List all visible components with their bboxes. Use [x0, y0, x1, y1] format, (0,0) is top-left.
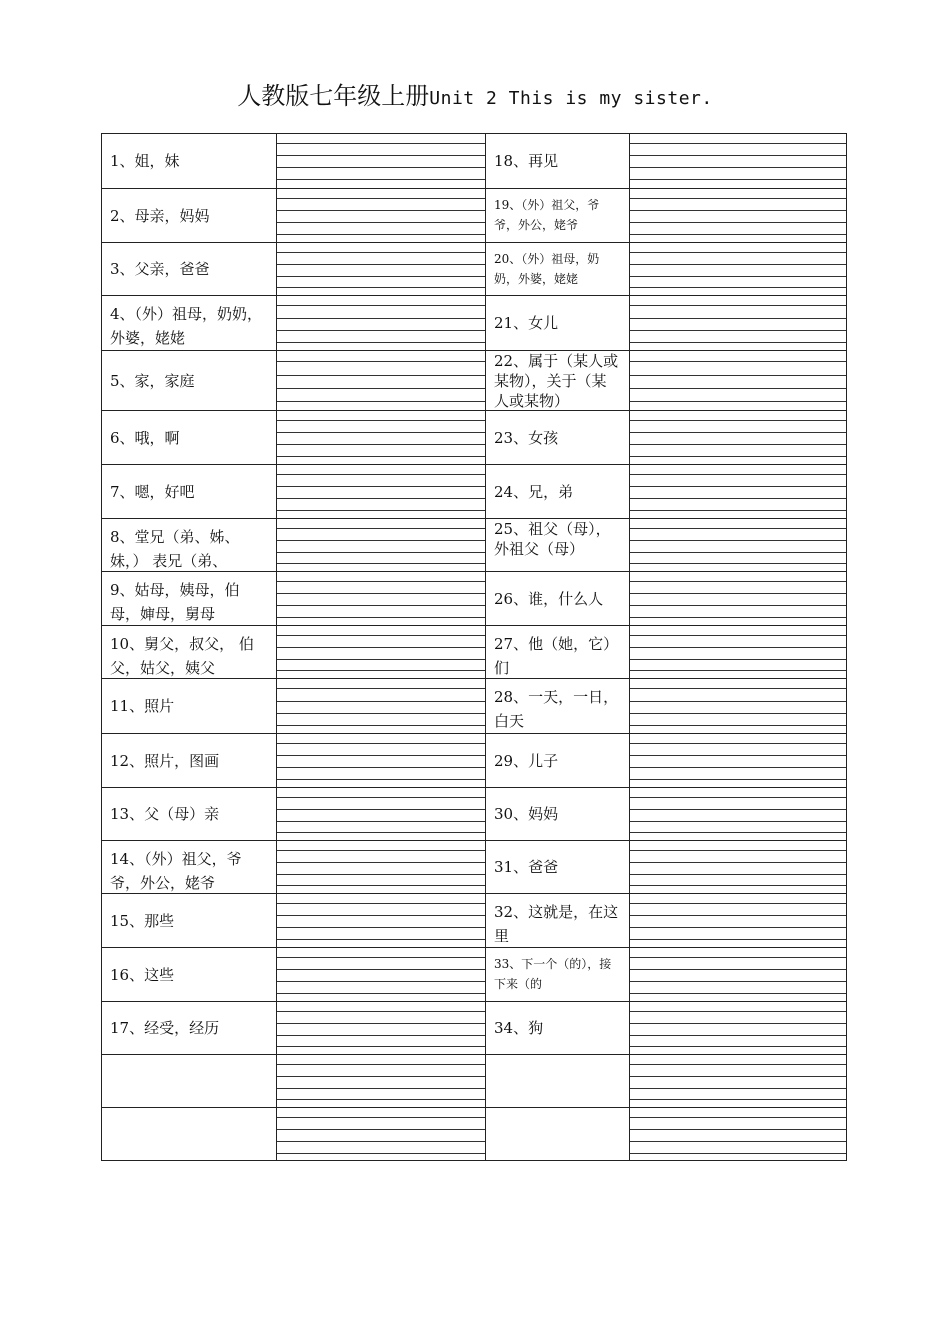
writing-line	[277, 342, 485, 343]
writing-line	[277, 420, 485, 421]
writing-line	[630, 957, 846, 958]
answer-lines[interactable]	[277, 1002, 485, 1054]
writing-line	[277, 701, 485, 702]
writing-line	[630, 474, 846, 475]
writing-line	[630, 198, 846, 199]
left-term-cell: 15、那些	[110, 911, 175, 930]
writing-line	[630, 540, 846, 541]
left-term-cell: 6、哦，啊	[110, 428, 180, 447]
left-term-cell: 7、嗯，好吧	[110, 482, 195, 501]
writing-line	[277, 957, 485, 958]
writing-line	[630, 755, 846, 756]
writing-line	[630, 797, 846, 798]
writing-line	[630, 885, 846, 886]
answer-lines[interactable]	[277, 519, 485, 571]
left-term-cell: 13、父（母）亲	[110, 805, 220, 823]
left-term-cell: 10、舅父，叔父， 伯父，姑父，姨父	[110, 635, 254, 677]
answer-lines[interactable]	[277, 734, 485, 787]
answer-lines[interactable]	[277, 134, 485, 188]
writing-line	[630, 167, 846, 168]
left-term-cell: 12、照片，图画	[110, 751, 220, 770]
writing-line	[277, 330, 485, 331]
answer-lines[interactable]	[630, 572, 846, 625]
writing-line	[277, 797, 485, 798]
writing-line	[277, 510, 485, 511]
writing-line	[630, 276, 846, 277]
writing-line	[630, 388, 846, 389]
writing-line	[630, 1129, 846, 1130]
writing-line	[277, 252, 485, 253]
table-row	[102, 787, 846, 840]
writing-line	[630, 809, 846, 810]
answer-lines[interactable]	[630, 465, 846, 518]
writing-line	[630, 318, 846, 319]
writing-line	[630, 1064, 846, 1065]
left-term-cell: 1、姐，妹	[110, 152, 180, 170]
writing-line	[630, 1153, 846, 1154]
right-term-cell: 27、他（她，它） 们	[494, 635, 619, 677]
writing-line	[630, 821, 846, 822]
table-row	[102, 295, 846, 350]
title-chinese: 人教版七年级上册	[237, 82, 430, 110]
answer-lines[interactable]	[630, 351, 846, 410]
right-term-cell: 34、狗	[494, 1019, 544, 1037]
table-row	[102, 1054, 846, 1107]
table-row	[102, 625, 846, 678]
writing-line	[277, 688, 485, 689]
writing-line	[630, 670, 846, 671]
writing-line	[277, 375, 485, 376]
writing-line	[277, 167, 485, 168]
writing-line	[277, 767, 485, 768]
writing-line	[277, 155, 485, 156]
table-row	[102, 134, 846, 188]
title-english: Unit 2 This is my sister.	[429, 88, 713, 109]
writing-line	[630, 1076, 846, 1077]
answer-lines[interactable]	[277, 189, 485, 242]
writing-line	[277, 474, 485, 475]
left-term-cell: 8、堂兄（弟、姊、妹，） 表兄（弟、	[110, 528, 240, 570]
right-term-cell: 33、下一个（的），接下来（的	[494, 957, 612, 991]
right-term-cell: 20、（外）祖母，奶奶，外婆，姥姥	[494, 252, 600, 286]
table-row	[102, 410, 846, 464]
right-term-cell: 23、女孩	[494, 428, 559, 447]
writing-line	[277, 1035, 485, 1036]
left-term-cell: 11、照片	[110, 697, 175, 715]
answer-lines[interactable]	[277, 1108, 485, 1161]
writing-line	[277, 1117, 485, 1118]
writing-line	[277, 143, 485, 144]
answer-lines[interactable]	[630, 1002, 846, 1054]
writing-line	[630, 993, 846, 994]
writing-line	[277, 659, 485, 660]
writing-line	[277, 498, 485, 499]
writing-line	[630, 264, 846, 265]
writing-line	[630, 1088, 846, 1089]
writing-line	[277, 1023, 485, 1024]
left-term-cell	[102, 1108, 276, 1161]
right-term-cell: 28、一天，一日， 白天	[494, 688, 619, 730]
writing-line	[630, 688, 846, 689]
writing-line	[277, 605, 485, 606]
writing-line	[630, 915, 846, 916]
writing-line	[630, 832, 846, 833]
writing-line	[277, 821, 485, 822]
writing-line	[277, 444, 485, 445]
right-term-cell: 18、再见	[494, 152, 559, 170]
answer-lines[interactable]	[630, 894, 846, 947]
writing-line	[277, 287, 485, 288]
answer-lines[interactable]	[630, 411, 846, 464]
writing-line	[630, 862, 846, 863]
writing-line	[277, 939, 485, 940]
answer-lines[interactable]	[277, 572, 485, 625]
writing-line	[277, 927, 485, 928]
writing-line	[277, 1076, 485, 1077]
page-title	[0, 76, 950, 111]
writing-line	[630, 969, 846, 970]
writing-line	[277, 713, 485, 714]
table-row	[102, 947, 846, 1001]
table-row	[102, 678, 846, 733]
answer-lines[interactable]	[630, 948, 846, 1001]
answer-lines[interactable]	[630, 679, 846, 733]
writing-line	[630, 252, 846, 253]
writing-line	[630, 444, 846, 445]
writing-line	[630, 305, 846, 306]
writing-line	[277, 670, 485, 671]
answer-lines[interactable]	[630, 788, 846, 840]
table-row	[102, 1001, 846, 1054]
writing-line	[630, 874, 846, 875]
writing-line	[277, 1064, 485, 1065]
answer-lines[interactable]	[277, 841, 485, 893]
writing-line	[630, 342, 846, 343]
left-term-cell: 17、经受，经历	[110, 1019, 220, 1037]
writing-line	[630, 179, 846, 180]
table-row	[102, 464, 846, 518]
writing-line	[630, 401, 846, 402]
writing-line	[277, 318, 485, 319]
writing-line	[630, 659, 846, 660]
right-term-cell: 24、兄，弟	[494, 482, 574, 501]
writing-line	[630, 1023, 846, 1024]
writing-line	[277, 850, 485, 851]
answer-lines[interactable]	[277, 411, 485, 464]
writing-line	[630, 647, 846, 648]
writing-line	[630, 287, 846, 288]
answer-lines[interactable]	[277, 679, 485, 733]
table-row	[102, 242, 846, 295]
writing-line	[630, 1117, 846, 1118]
writing-line	[630, 330, 846, 331]
answer-lines[interactable]	[277, 626, 485, 678]
answer-lines[interactable]	[277, 894, 485, 947]
writing-line	[630, 617, 846, 618]
answer-lines[interactable]	[277, 948, 485, 1001]
table-row	[102, 518, 846, 571]
writing-line	[277, 1088, 485, 1089]
writing-line	[630, 432, 846, 433]
left-term-cell: 2、母亲，妈妈	[110, 206, 210, 225]
writing-line	[630, 155, 846, 156]
answer-lines[interactable]	[630, 841, 846, 893]
writing-line	[277, 234, 485, 235]
table-row	[102, 893, 846, 947]
answer-lines[interactable]	[630, 189, 846, 242]
answer-lines[interactable]	[277, 243, 485, 295]
writing-line	[277, 198, 485, 199]
answer-lines[interactable]	[630, 626, 846, 678]
writing-line	[277, 210, 485, 211]
writing-line	[630, 767, 846, 768]
answer-lines[interactable]	[277, 788, 485, 840]
right-term-cell: 19、（外）祖父，爷爷，外公，姥爷	[494, 198, 600, 232]
writing-line	[277, 456, 485, 457]
writing-line	[277, 401, 485, 402]
writing-line	[277, 1141, 485, 1142]
writing-line	[630, 528, 846, 529]
writing-line	[277, 528, 485, 529]
writing-line	[630, 927, 846, 928]
writing-line	[277, 635, 485, 636]
answer-lines[interactable]	[630, 734, 846, 787]
writing-line	[630, 222, 846, 223]
writing-line	[277, 903, 485, 904]
writing-line	[630, 981, 846, 982]
writing-line	[630, 1011, 846, 1012]
writing-line	[630, 850, 846, 851]
right-term-cell: 21、女儿	[494, 314, 559, 332]
right-term-cell: 30、妈妈	[494, 805, 559, 823]
writing-line	[277, 305, 485, 306]
left-term-cell: 4、（外）祖母，奶奶， 外婆，姥姥	[110, 305, 263, 347]
answer-lines[interactable]	[630, 1108, 846, 1161]
right-term-cell	[486, 1055, 629, 1107]
writing-line	[277, 725, 485, 726]
table-row	[102, 1107, 846, 1161]
writing-line	[630, 498, 846, 499]
left-term-cell: 16、这些	[110, 965, 175, 984]
right-term-cell: 22、属于（某人或某物），关于（某人或某物）	[494, 352, 619, 410]
answer-lines[interactable]	[630, 1055, 846, 1107]
writing-line	[277, 617, 485, 618]
writing-line	[630, 903, 846, 904]
writing-line	[630, 1141, 846, 1142]
writing-line	[277, 874, 485, 875]
writing-line	[277, 276, 485, 277]
table-row	[102, 733, 846, 787]
writing-line	[277, 486, 485, 487]
writing-line	[630, 1099, 846, 1100]
writing-line	[630, 375, 846, 376]
writing-line	[277, 832, 485, 833]
writing-line	[630, 713, 846, 714]
writing-line	[277, 885, 485, 886]
right-term-cell: 29、儿子	[494, 751, 559, 770]
writing-line	[630, 210, 846, 211]
writing-line	[277, 361, 485, 362]
writing-line	[630, 552, 846, 553]
writing-line	[277, 743, 485, 744]
writing-line	[277, 969, 485, 970]
writing-line	[277, 993, 485, 994]
writing-line	[630, 581, 846, 582]
left-term-cell: 9、姑母，姨母，伯母，婶母，舅母	[110, 581, 240, 623]
writing-line	[277, 552, 485, 553]
left-term-cell: 14、（外）祖父，爷爷，外公，姥爷	[110, 850, 242, 892]
left-term-cell: 3、父亲，爸爸	[110, 260, 210, 278]
writing-line	[277, 755, 485, 756]
writing-line	[277, 1129, 485, 1130]
answer-lines[interactable]	[630, 134, 846, 188]
writing-line	[630, 563, 846, 564]
writing-line	[277, 809, 485, 810]
writing-line	[277, 563, 485, 564]
right-term-cell: 26、谁，什么人	[494, 589, 604, 608]
writing-line	[277, 647, 485, 648]
table-row	[102, 350, 846, 410]
writing-line	[277, 432, 485, 433]
writing-line	[630, 593, 846, 594]
answer-lines[interactable]	[277, 296, 485, 350]
writing-line	[277, 1046, 485, 1047]
answer-lines[interactable]	[277, 1055, 485, 1107]
right-term-cell	[486, 1108, 629, 1161]
writing-line	[630, 701, 846, 702]
writing-line	[630, 420, 846, 421]
right-term-cell: 32、这就是，在这里	[494, 903, 619, 945]
writing-line	[630, 361, 846, 362]
answer-lines[interactable]	[630, 519, 846, 571]
writing-line	[630, 605, 846, 606]
answer-lines[interactable]	[630, 296, 846, 350]
writing-line	[277, 540, 485, 541]
table-row	[102, 571, 846, 625]
writing-line	[630, 456, 846, 457]
writing-line	[630, 725, 846, 726]
right-term-cell: 25、祖父（母），外祖父（母）	[494, 520, 611, 558]
writing-line	[277, 581, 485, 582]
writing-line	[630, 779, 846, 780]
writing-line	[277, 388, 485, 389]
writing-line	[630, 486, 846, 487]
writing-line	[277, 862, 485, 863]
answer-lines[interactable]	[277, 351, 485, 410]
writing-line	[277, 779, 485, 780]
table-row	[102, 840, 846, 893]
writing-line	[630, 743, 846, 744]
writing-line	[630, 939, 846, 940]
writing-line	[630, 1046, 846, 1047]
writing-line	[630, 143, 846, 144]
writing-line	[630, 510, 846, 511]
vocabulary-table	[101, 133, 847, 1161]
writing-line	[630, 1035, 846, 1036]
writing-line	[277, 179, 485, 180]
writing-line	[277, 1153, 485, 1154]
writing-line	[277, 222, 485, 223]
left-term-cell	[102, 1055, 276, 1107]
writing-line	[277, 1011, 485, 1012]
answer-lines[interactable]	[277, 465, 485, 518]
writing-line	[277, 264, 485, 265]
writing-line	[277, 593, 485, 594]
writing-line	[277, 981, 485, 982]
writing-line	[277, 915, 485, 916]
table-row	[102, 188, 846, 242]
answer-lines[interactable]	[630, 243, 846, 295]
right-term-cell: 31、爸爸	[494, 858, 559, 876]
writing-line	[630, 635, 846, 636]
writing-line	[277, 1099, 485, 1100]
left-term-cell: 5、家，家庭	[110, 371, 195, 390]
writing-line	[630, 234, 846, 235]
